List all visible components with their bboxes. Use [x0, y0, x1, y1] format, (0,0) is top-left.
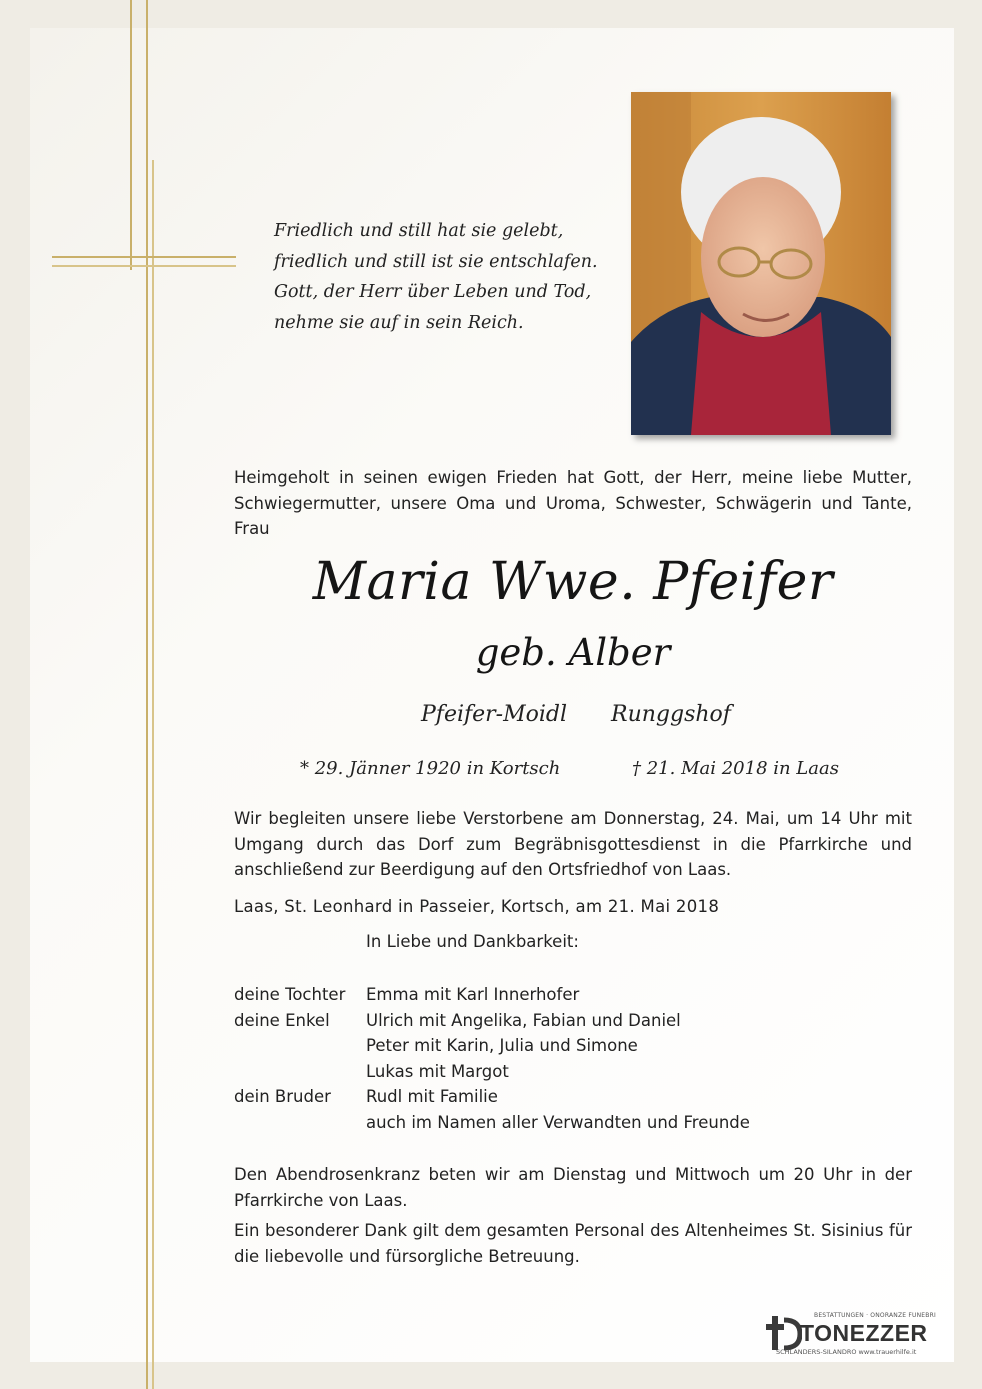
place-and-date: Laas, St. Leonhard in Passeier, Kortsch, am 21. Mai 2018 [234, 897, 720, 916]
nickname: Pfeifer-Moidl [421, 702, 568, 727]
mourner-names: Ulrich mit Angelika, Fabian und Daniel [366, 1010, 681, 1030]
intro-text: Heimgeholt in seinen ewigen Frieden hat Gott, der Herr, meine liebe Mutter, Schwiegermutter, unsere Oma und Uroma, Schwester, Schwägerin und Tante, Frau [234, 468, 912, 538]
gratitude-line: In Liebe und Dankbarkeit: [366, 932, 579, 951]
quote-line: friedlich und still ist sie entschlafen. [274, 251, 598, 272]
quote-line: Friedlich und still hat sie gelebt, [274, 221, 564, 241]
mourner-relation [234, 1059, 366, 1085]
logo-tagline: BESTATTUNGEN · ONORANZE FUNEBRI [814, 1312, 936, 1319]
cross-line-vertical [146, 0, 148, 1389]
list-item [234, 1008, 750, 1034]
quote-line: Gott, der Herr über Leben und Tod, [274, 282, 592, 302]
mourner-relation: deine Tochter [234, 985, 346, 1004]
list-item [234, 1033, 750, 1059]
mourner-relation [234, 1110, 366, 1136]
mourner-names: auch im Namen aller Verwandten und Freunde [366, 1112, 750, 1132]
farm-name: Runggshof [611, 702, 731, 727]
logo-footer: SCHLANDERS-SILANDRO www.trauerhilfe.it [776, 1348, 917, 1356]
mourners-list [234, 982, 750, 1135]
mourner-names: Rudl mit Familie [366, 1087, 498, 1106]
death-date: † 21. Mai 2018 in Laas [632, 758, 839, 779]
birth-date: * 29. Jänner 1920 in Kortsch [300, 758, 561, 779]
cross-line-vertical [130, 0, 132, 270]
mourner-names: Lukas mit Margot [366, 1061, 509, 1081]
list-item [234, 1084, 750, 1110]
list-item [234, 982, 750, 1008]
mourner-relation: deine Enkel [234, 1010, 330, 1030]
cross-logo-icon [766, 1312, 802, 1352]
mourner-relation [234, 1033, 366, 1059]
mourner-names: Peter mit Karin, Julia und Simone [366, 1036, 638, 1055]
evening-prayer-text: Den Abendrosenkranz beten wir am Dienstag und Mittwoch um 20 Uhr in der Pfarrkirche von Laas. [234, 1165, 912, 1210]
mourner-names: Emma mit Karl Innerhofer [366, 985, 580, 1004]
portrait-photo [631, 92, 891, 435]
logo-brand: TONEZZER [800, 1320, 928, 1346]
cross-line-horizontal [52, 265, 236, 267]
thanks-text: Ein besonderer Dank gilt dem gesamten Personal des Altenheimes St. Sisinius für die liebevolle und fürsorgliche Betreuung. [234, 1221, 912, 1266]
list-item [234, 1059, 750, 1085]
cross-line-horizontal [52, 256, 236, 258]
funeral-text: Wir begleiten unsere liebe Verstorbene am Donnerstag, 24. Mai, um 14 Uhr mit Umgang durch das Dorf zum Begräbnisgottesdienst in die Pfarrkirche und anschließend zur Beerdigung auf den Ortsfriedhof von Laas. [234, 809, 912, 879]
mourner-relation: dein Bruder [234, 1087, 331, 1106]
quote-line: nehme sie auf in sein Reich. [274, 312, 524, 333]
maiden-name: geb. Alber [475, 631, 671, 674]
deceased-name: Maria Wwe. Pfeifer [312, 552, 834, 612]
cross-line-vertical [152, 160, 154, 1389]
list-item [234, 1110, 750, 1136]
memorial-quote [274, 216, 614, 338]
